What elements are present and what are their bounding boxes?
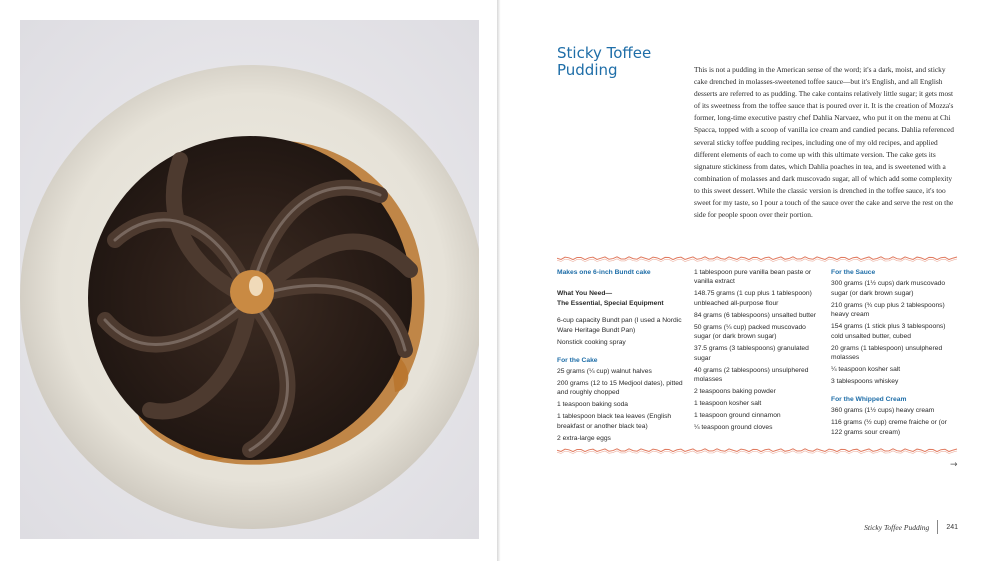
cake-ingredient: 2 extra-large eggs <box>557 434 611 442</box>
sauce-ingredient: 300 grams (1½ cups) dark muscovado sugar (or dark brown sugar) <box>831 280 946 297</box>
recipe-yield: Makes one 6-inch Bundt cake <box>557 269 651 276</box>
bundt-cake-image <box>20 20 479 539</box>
cake-ingredient: 2 teaspoons baking powder <box>694 388 776 396</box>
whipped-cream-ingredient: 116 grams (½ cup) creme fraiche or (or 122 grams sour cream) <box>831 419 947 436</box>
page-footer <box>864 520 958 534</box>
cake-ingredient: 1 tablespoon pure vanilla bean paste or vanilla extract <box>694 269 812 286</box>
cake-ingredient: 1 tablespoon black tea leaves (English breakfast or another black tea) <box>557 413 672 430</box>
ingredients-column-3 <box>831 268 958 440</box>
ingredients-column-1 <box>557 268 685 446</box>
cake-ingredient: 50 grams (¼ cup) packed muscovado sugar (or dark brown sugar) <box>694 323 806 341</box>
cake-photo <box>20 20 479 539</box>
ingredients-column-2 <box>694 268 820 435</box>
cake-ingredient: 84 grams (6 tablespoons) unsalted butter <box>694 311 816 319</box>
cake-ingredient: 1 teaspoon ground cinnamon <box>694 412 781 420</box>
equipment-heading-line2: The Essential, Special Equipment <box>557 299 664 307</box>
wavy-divider-bottom <box>557 448 958 454</box>
page-number: 241 <box>946 523 958 531</box>
sauce-ingredient: 20 grams (1 tablespoon) unsulphered molasses <box>831 344 943 362</box>
footer-divider <box>937 520 938 534</box>
book-gutter <box>497 0 503 561</box>
cake-ingredient: 1 teaspoon kosher salt <box>694 400 762 408</box>
cake-heading: For the Cake <box>557 356 598 364</box>
whipped-cream-heading: For the Whipped Cream <box>831 396 907 404</box>
wavy-divider-top <box>557 256 958 262</box>
continue-arrow-icon[interactable]: → <box>950 460 958 470</box>
equipment-heading <box>557 289 685 308</box>
sauce-ingredient: 210 grams (¾ cup plus 2 tablespoons) heavy cream <box>831 301 945 319</box>
cake-ingredient: 200 grams (12 to 15 Medjool dates), pitted and roughly chopped <box>557 380 683 397</box>
sauce-ingredient: 3 tablespoons whiskey <box>831 378 899 386</box>
cake-ingredient: 40 grams (2 tablespoons) unsulphered molasses <box>694 366 809 384</box>
cake-ingredient: 25 grams (¼ cup) walnut halves <box>557 368 652 376</box>
cake-ingredient: 37.5 grams (3 tablespoons) granulated sugar <box>694 345 809 362</box>
cake-ingredient: 148.75 grams (1 cup plus 1 tablespoon) unbleached all-purpose flour <box>694 290 812 307</box>
sauce-ingredient: 154 grams (1 stick plus 3 tablespoons) cold unsalted butter, cubed <box>831 323 946 340</box>
cake-ingredient: 1 teaspoon baking soda <box>557 401 629 409</box>
equipment-item: 6-cup capacity Bundt pan (I used a Nordic Ware Heritage Bundt Pan) <box>557 317 682 334</box>
running-title: Sticky Toffee Pudding <box>864 522 930 532</box>
cake-ingredient: ¼ teaspoon ground cloves <box>694 424 773 432</box>
sauce-heading: For the Sauce <box>831 269 876 276</box>
recipe-intro: This is not a pudding in the American sense of the word; it's a dark, moist, and sticky cake drenched in molasses-sweetened toffee sauce—but it's English, and all English desserts are referred to as pudding. The cake contains relatively little sugar; it gets most of its sweetness from the toffee sauce that is poured over it. It is the creation of Mozza's former, long-time executive pastry chef Dahlia Narvaez, who put it on the menu at Chi Spacca, topped with a scoop of vanilla ice cream and candied pecans. Dahlia referenced several sticky toffee pudding recipes, including one of my old recipes, and applied different elements of each to come up with this ultimate version. The cake gets its signature stickiness from dates, which Dahlia poaches in tea, and is sweetened with a combination of molasses and dark muscovado sugar, all of which add some complexity to this sweet dessert. While the classic version is drenched in the toffee sauce, it's too sweet for my taste, so I pour a touch of the sauce over the cake and serve the rest on the side for people spoon over their portion. <box>694 65 954 220</box>
equipment-item: Nonstick cooking spray <box>557 338 626 346</box>
whipped-cream-ingredient: 360 grams (1½ cups) heavy cream <box>831 407 935 415</box>
sauce-ingredient: ¼ teaspoon kosher salt <box>831 366 901 374</box>
equipment-heading-line1: What You Need— <box>557 290 613 298</box>
recipe-title: Sticky Toffee Pudding <box>557 44 652 79</box>
